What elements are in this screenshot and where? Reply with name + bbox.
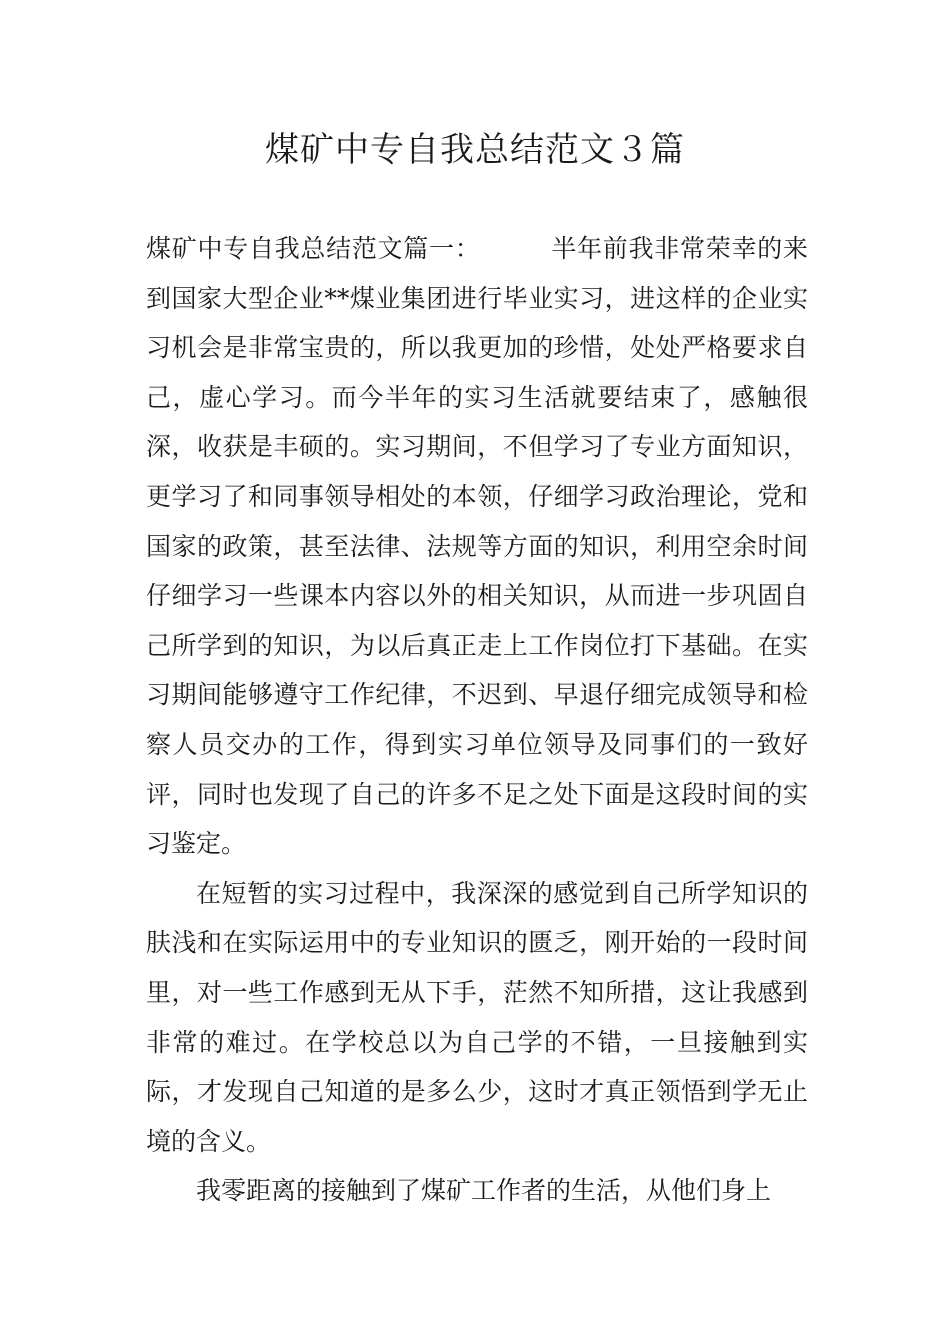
paragraph-3: 我零距离的接触到了煤矿工作者的生活，从他们身上	[196, 1176, 772, 1206]
document-body	[146, 224, 808, 1216]
paragraph-2: 在短暂的实习过程中，我深深的感觉到自己所学知识的肤浅和在实际运用中的专业知识的匮乏，刚开始的一段时间里，对一些工作感到无从下手，茫然不知所措，这让我感到非常的难过。在学校总以为自己学的不错，一旦接触到实际，才发现自己知道的是多么少，这时才真正领悟到学无止境的含义。	[146, 878, 808, 1156]
first-paragraph	[146, 224, 808, 869]
section-heading: 煤矿中专自我总结范文篇一：	[146, 234, 481, 263]
paragraph-1-text: 半年前我非常荣幸的来到国家大型企业**煤业集团进行毕业实习，进这样的企业实习机会是非常宝贵的，所以我更加的珍惜，处处严格要求自己，虚心学习。而今半年的实习生活就要结束了，感触很深，收获是丰硕的。实习期间，不但学习了专业方面知识，更学习了和同事领导相处的本领，仔细学习政治理论，党和国家的政策，甚至法律、法规等方面的知识，利用空余时间仔细学习一些课本内容以外的相关知识，从而进一步巩固自己所学到的知识，为以后真正走上工作岗位打下基础。在实习期间能够遵守工作纪律，不迟到、早退仔细完成领导和检察人员交办的工作，得到实习单位领导及同事们的一致好评，同时也发现了自己的许多不足之处下面是这段时间的实习鉴定。	[146, 234, 808, 859]
document-title: 煤矿中专自我总结范文３篇	[265, 130, 685, 170]
